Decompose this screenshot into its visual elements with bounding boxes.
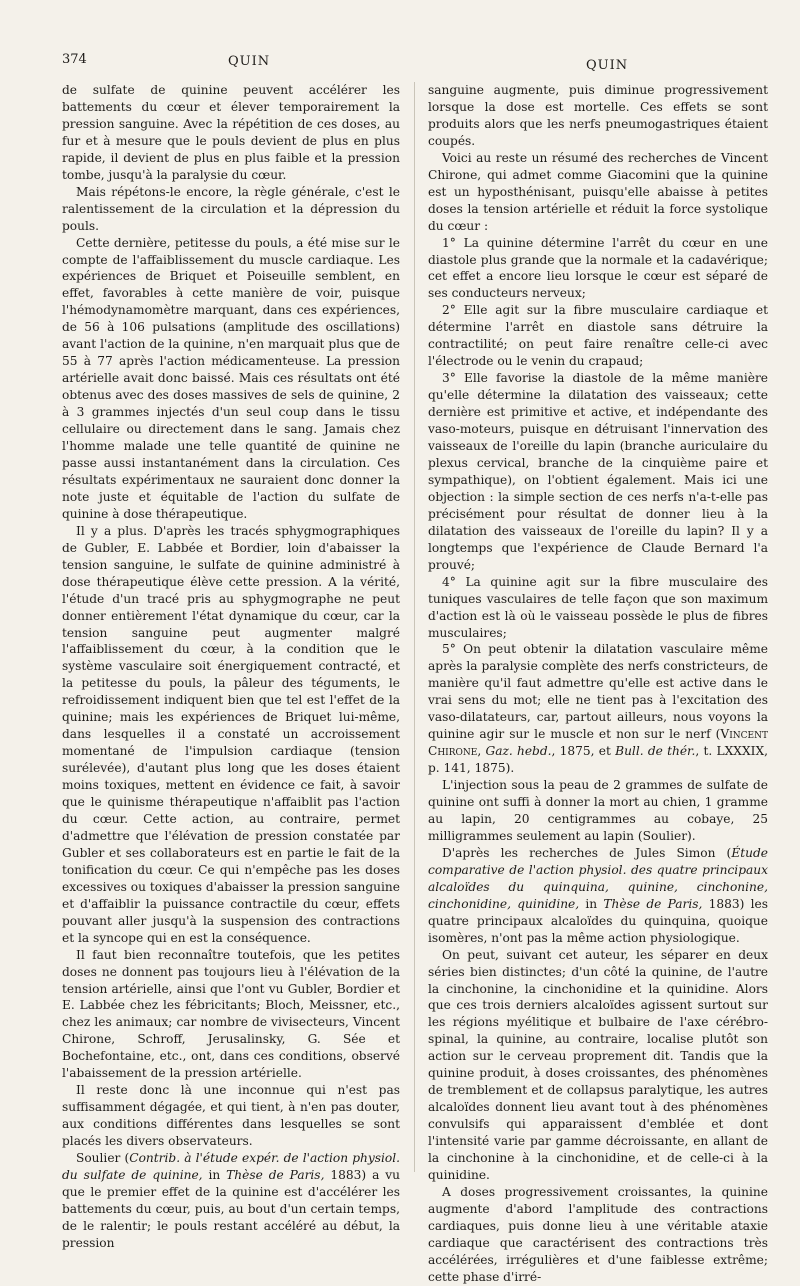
text-run: A doses progressivement croissantes, la quinine augmente d'abord l'amplitude des contractions cardiaques, puis donne lieu à une véritable ataxie cardiaque que caractérisent des contractions très accélérées, irrégulières et d'une faiblesse extrême; cette phase d'irré- — [428, 1184, 768, 1284]
text-run: , 1875, et — [551, 744, 616, 759]
italic-citation: Gaz. hebd. — [485, 744, 552, 759]
paragraph — [428, 235, 768, 303]
text-run: Il y a plus. D'après les tracés sphygmographiques de Gubler, E. Labbée et Bordier, loin d'abaisser la tension sanguine, le sulfate de quinine administré à dose thérapeutique élève cette pression. A la vérité, l'étude d'un tracé pris au sphygmographe ne peut donner entièrement l'état dynamique du cœur, car la tension sanguine peut augmenter malgré l'affaiblissement du cœur, à la condition que le système vasculaire soit énergiquement contracté, et la petitesse du pouls, la pâleur des téguments, le refroidissement indiquent bien que tel est l'effet de la quinine; mais les expériences de Briquet lui-même, dans lesquelles il a constaté un accroissement momentané de l'impulsion cardiaque (tension surélevée), d'autant plus long que les doses étaient moins toxiques, mettent en évidence ce fait, à savoir que le quinisme thérapeutique n'affaiblit pas l'action du cœur. Cette action, au contraire, permet d'admettre que l'élévation de pression constatée par Gubler et ses collaborateurs est en partie le fait de la tonification du cœur. Ce qui n'empêche pas les doses excessives ou toxiques d'abaisser la pression sanguine et d'affaiblir la puissance contractile du cœur, effets pouvant aller jusqu'à la suspension des contractions et la syncope qui en est la conséquence. — [62, 523, 400, 945]
page-number: 374 — [62, 52, 87, 67]
text-run: , t. LXXXIX, p. 141, 1875). — [428, 744, 768, 776]
paragraph — [428, 82, 768, 150]
paragraph — [428, 150, 768, 235]
text-run: in — [202, 1168, 227, 1182]
text-run: Mais répétons-le encore, la règle générale, c'est le ralentissement de la circulation et la dépression du pouls. — [62, 184, 400, 233]
column-divider — [414, 82, 415, 1172]
text-run: Voici au reste un résumé des recherches de Vincent Chirone, qui admet comme Giacomini que la quinine est un hyposthénisant, puisqu'elle abaisse à petites doses la tension artérielle et réduit la force systolique du cœur : — [428, 150, 768, 233]
paragraph — [428, 302, 768, 370]
paragraph — [428, 1184, 768, 1286]
paragraph — [428, 947, 768, 1184]
italic-citation: Bull. de thér. — [615, 744, 696, 759]
text-run: Il reste donc là une inconnue qui n'est pas suffisamment dégagée, et qui tient, à n'en pas douter, aux conditions différentes dans lesquelles se sont placés les divers observateurs. — [62, 1083, 400, 1149]
text-run: D'après les recherches de Jules Simon ( — [442, 845, 732, 860]
text-run: 3° Elle favorise la diastole de la même manière qu'elle détermine la dilatation des vaisseaux; cette dernière est primitive et active, et indépendante des vaso-moteurs, puisque en détruisant l'innervation des vaisseaux de l'oreille du lapin (branche auriculaire du plexus cervical, branche de la cinquième paire et sympathique), on l'obtient également. Mais ici une objection : la simple section de ces nerfs n'a-t-elle pas précisément pour résultat de donner lieu à la dilatation des vaisseaux de l'oreille du lapin? Il y a longtemps que l'expérience de Claude Bernard l'a prouvé; — [428, 371, 768, 572]
italic-citation: Thèse de Paris, — [226, 1168, 325, 1182]
text-run: On peut, suivant cet auteur, les séparer en deux séries bien distinctes; d'un côté la quinine, de l'autre la cinchonine, la cinchonidine et la quinidine. Alors que ces trois derniers alcaloïdes agissent surtout sur les régions myélitique et bulbaire de l'axe cérébro-spinal, la quinine, au contraire, localise plutôt son action sur le cerveau proprement dit. Tandis que la quinine produit, à doses croissantes, des phénomènes de tremblement et de collapsus paralytique, les autres alcaloïdes donnent lieu avant tout à des phénomènes convulsifs qui apparaissent d'emblée et dont l'intensité varie par gamme décroissante, en allant de la cinchonine à la cinchonidine, et de celle-ci à la quinidine. — [428, 947, 768, 1182]
text-run: in — [579, 896, 604, 911]
text-run: , — [477, 744, 486, 759]
paragraph — [428, 574, 768, 642]
text-run: 1° La quinine détermine l'arrêt du cœur en une diastole plus grande que la normale et la cadavérique; cet effet a encore lieu lorsque le cœur est séparé de ses conducteurs nerveux; — [428, 235, 768, 301]
text-run: 1883) a vu que le premier effet de la quinine est d'accélérer les battements du cœur, puis, au bout d'un certain temps, de le ralentir; le pouls restant accéléré au début, la pression — [62, 1168, 400, 1250]
paragraph — [62, 184, 400, 235]
text-run: 1883) les quatre principaux alcaloïdes du quinquina, quoique isomères, n'ont pas la même action physiologique. — [428, 896, 768, 945]
left-column — [62, 82, 400, 1252]
paragraph — [62, 523, 400, 947]
paragraph — [428, 845, 768, 947]
text-run: Il faut bien reconnaître toutefois, que les petites doses ne donnent pas toujours lieu à l'élévation de la tension artérielle, ainsi que l'ont vu Gubler, Bordier et E. Labbée chez les fébricitants; Bloch, Meissner, etc., chez les animaux; car nombre de vivisecteurs, Vincent Chirone, Schroff, Jerusalinsky, G. Sée et Bochefontaine, etc., ont, dans ces conditions, observé l'abaissement de la pression artérielle. — [62, 947, 400, 1081]
right-column — [428, 82, 768, 1286]
italic-citation: Étude comparative de l'action physiol. des quatre principaux alcaloïdes du quinquina, quinine, cinchonine, cinchonidine, quinidine, — [428, 845, 768, 911]
text-run: L'injection sous la peau de 2 grammes de sulfate de quinine ont suffi à donner la mort au chien, 1 gramme au lapin, 20 centigrammes au cobaye, 25 milligrammes seulement au lapin (Soulier). — [428, 778, 768, 843]
running-head-left: QUIN — [228, 54, 271, 69]
text-run: sanguine augmente, puis diminue progressivement lorsque la dose est mortelle. Ces effets se sont produits alors que les nerfs pneumogastriques étaient coupés. — [428, 83, 768, 148]
paragraph — [62, 1150, 400, 1252]
text-run: 5° On peut obtenir la dilatation vasculaire même après la paralysie complète des nerfs constricteurs, de manière qu'il faut admettre qu'elle est active dans le vrai sens du mot; elle ne tient pas à l'excitation des vaso-dilatateurs, car, partout ailleurs, nous voyons la quinine agir sur le muscle et non sur le nerf ( — [428, 642, 768, 742]
paragraph — [62, 947, 400, 1083]
running-head-right: QUIN — [586, 58, 629, 73]
paragraph — [62, 82, 400, 184]
author-name: Vincent Chirone — [428, 727, 768, 759]
paragraph — [62, 235, 400, 523]
paragraph — [428, 777, 768, 845]
italic-citation: Contrib. à l'étude expér. de l'action physiol. du sulfate de quinine, — [62, 1151, 400, 1182]
text-run: Cette dernière, petitesse du pouls, a été mise sur le compte de l'affaiblissement du muscle cardiaque. Les expériences de Briquet et Poiseuille semblent, en effet, favorables à cette manière de voir, puisque l'hémodynamomètre marquant, dans ces expériences, de 56 à 106 pulsations (amplitude des oscillations) avant l'action de la quinine, n'en marquait plus que de 55 à 77 après l'action médicamenteuse. La pression artérielle avait donc baissé. Mais ces résultats ont été obtenus avec des doses massives de sels de quinine, 2 à 3 grammes injectés d'un seul coup dans le tissu cellulaire ou directement dans le sang. Jamais chez l'homme malade une telle quantité de quinine ne passe aussi instantanément dans la circulation. Ces résultats expérimentaux ne sauraient donc donner la note juste et équitable de l'action du sulfate de quinine à dose thérapeutique. — [62, 235, 400, 521]
text-run: de sulfate de quinine peuvent accélérer les battements du cœur et élever temporairement la pression sanguine. Avec la répétition de ces doses, au fur et à mesure que le pouls devient de plus en plus rapide, il devient de plus en plus faible et la pression tombe, jusqu'à la paralysie du cœur. — [62, 83, 400, 182]
text-run: 2° Elle agit sur la fibre musculaire cardiaque et détermine l'arrêt en diastole sans détruire la contractilité; on peut faire renaître celle-ci avec l'électrode ou le venin du crapaud; — [428, 303, 768, 369]
paragraph — [428, 641, 768, 777]
paragraph — [62, 1082, 400, 1150]
paragraph — [428, 370, 768, 573]
text-run: 4° La quinine agit sur la fibre musculaire des tuniques vasculaires de telle façon que son maximum d'action est là où le vaisseau possède le plus de fibres musculaires; — [428, 574, 768, 640]
text-run: Soulier ( — [76, 1151, 130, 1166]
italic-citation: Thèse de Paris, — [603, 896, 703, 911]
